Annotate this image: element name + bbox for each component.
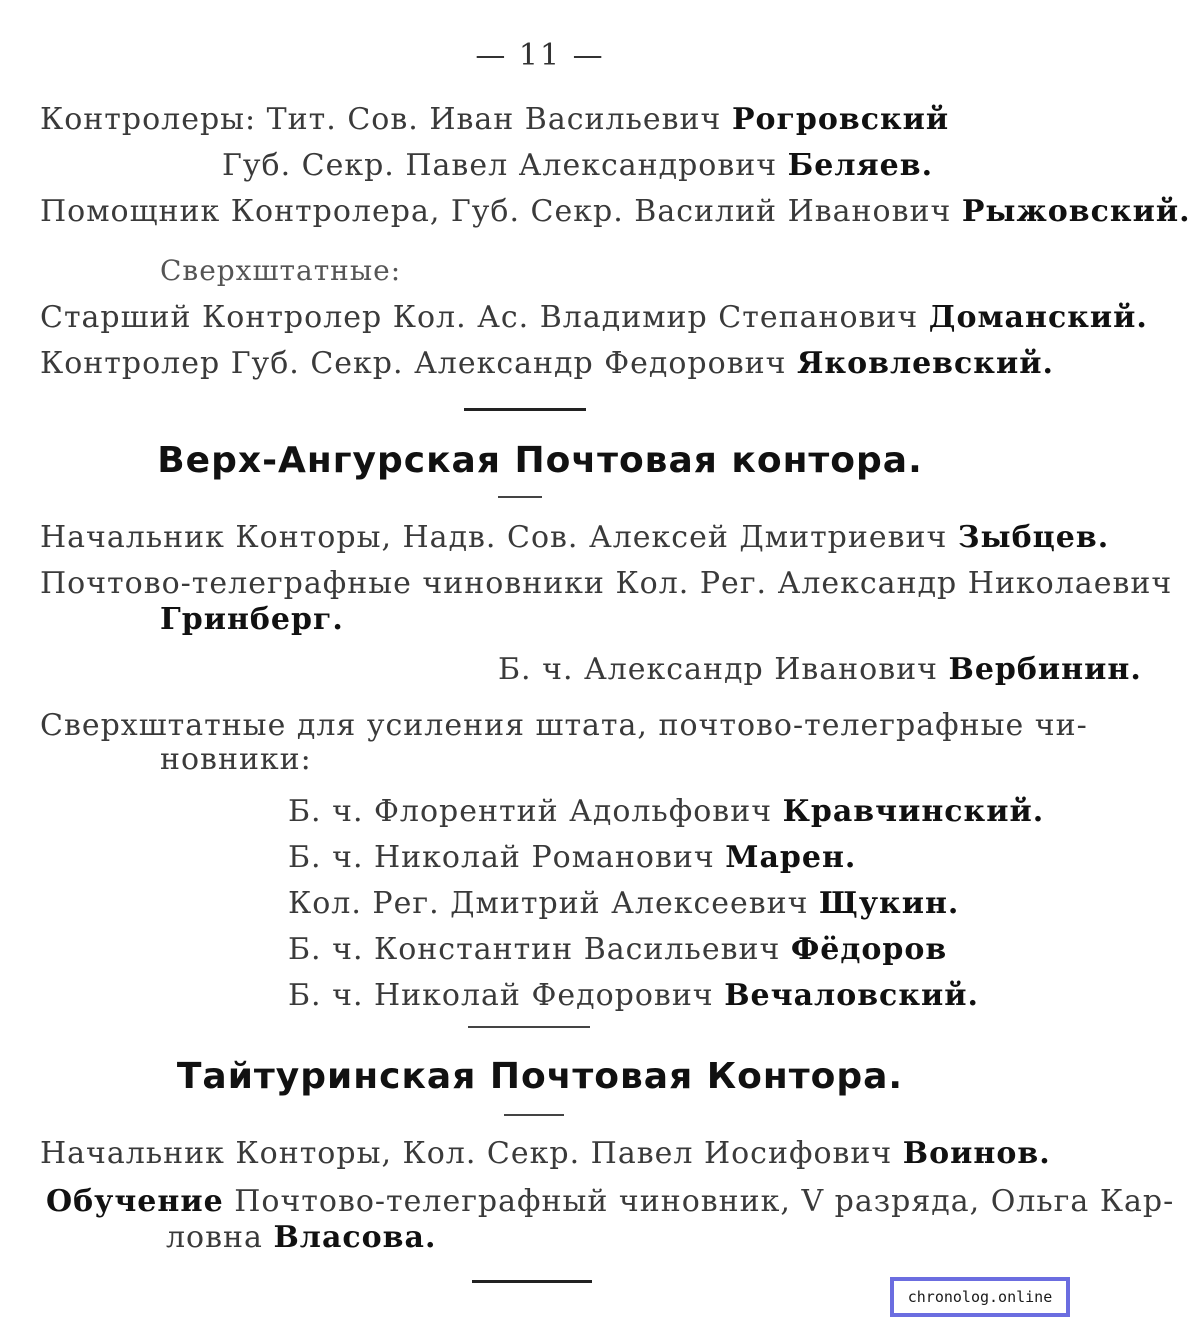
section-divider bbox=[468, 1026, 590, 1028]
person-name: Зыбцев. bbox=[957, 520, 1110, 555]
official-line-1-cont bbox=[160, 602, 344, 637]
person-name: Власова. bbox=[273, 1220, 437, 1255]
person-name: Воинов. bbox=[902, 1136, 1051, 1171]
section-heading: Тайтуринская Почтовая Контора. bbox=[176, 1056, 904, 1097]
page-number: — 11 — bbox=[475, 38, 605, 73]
end-divider bbox=[472, 1280, 592, 1283]
watermark-text: chronolog.online bbox=[894, 1281, 1066, 1313]
person-name: Доманский. bbox=[928, 300, 1148, 335]
controller-line-1: Контролеры: Тит. Сов. Иван Васильевич Рогровский bbox=[40, 102, 950, 137]
official-line-4: Б. ч. Николай Романович Марен. bbox=[288, 840, 857, 875]
status-word: Обучение bbox=[46, 1184, 224, 1219]
office-head-line: Начальник Конторы, Надв. Сов. Алексей Дмитриевич Зыбцев. bbox=[40, 520, 1110, 555]
person-name: Яковлевский. bbox=[796, 346, 1054, 381]
official-line-6: Б. ч. Константин Васильевич Фёдоров bbox=[288, 932, 948, 967]
person-name: Вечаловский. bbox=[724, 978, 979, 1013]
office-head-line: Начальник Конторы, Кол. Секр. Павел Иосифович Воинов. bbox=[40, 1136, 1051, 1171]
supernumerary-label: Сверхштатные: bbox=[160, 254, 402, 287]
official-line-3: Б. ч. Флорентий Адольфович Кравчинский. bbox=[288, 794, 1045, 829]
official-line-1: Обучение Почтово-телеграфный чиновник, V разряда, Ольга Кар- bbox=[46, 1184, 1175, 1219]
heading-underline bbox=[498, 496, 542, 498]
section-divider bbox=[464, 408, 586, 411]
supernumerary-line-cont: новники: bbox=[160, 742, 312, 777]
heading-underline bbox=[504, 1114, 564, 1116]
supernumerary-line: Сверхштатные для усиления штата, почтово-телеграфные чи- bbox=[40, 708, 1088, 743]
person-name: Щукин. bbox=[819, 886, 960, 921]
official-line-1: Почтово-телеграфные чиновники Кол. Рег. Александр Николаевич bbox=[40, 566, 1173, 601]
controller-line-3: Контролер Губ. Секр. Александр Федорович Яковлевский. bbox=[40, 346, 1054, 381]
official-line-1-cont: ловна Власова. bbox=[166, 1220, 437, 1255]
person-name: Марен. bbox=[725, 840, 857, 875]
section-heading: Верх-Ангурская Почтовая контора. bbox=[157, 440, 923, 481]
person-name: Фёдоров bbox=[790, 932, 948, 967]
person-name: Вербинин. bbox=[948, 652, 1142, 687]
senior-controller-line: Старший Контролер Кол. Ас. Владимир Степанович Доманский. bbox=[40, 300, 1148, 335]
official-line-7: Б. ч. Николай Федорович Вечаловский. bbox=[288, 978, 979, 1013]
official-line-5: Кол. Рег. Дмитрий Алексеевич Щукин. bbox=[288, 886, 960, 921]
person-name: Рыжовский. bbox=[961, 194, 1191, 229]
watermark-link[interactable] bbox=[890, 1277, 1070, 1317]
controller-line-2: Губ. Секр. Павел Александрович Беляев. bbox=[222, 148, 934, 183]
official-line-2: Б. ч. Александр Иванович Вербинин. bbox=[498, 652, 1142, 687]
person-name: Гринберг. bbox=[160, 602, 344, 637]
assistant-controller-line: Помощник Контролера, Губ. Секр. Василий Иванович Рыжовский. bbox=[40, 194, 1191, 229]
person-name: Рогровский bbox=[731, 102, 950, 137]
person-name: Кравчинский. bbox=[782, 794, 1045, 829]
person-name: Беляев. bbox=[787, 148, 934, 183]
